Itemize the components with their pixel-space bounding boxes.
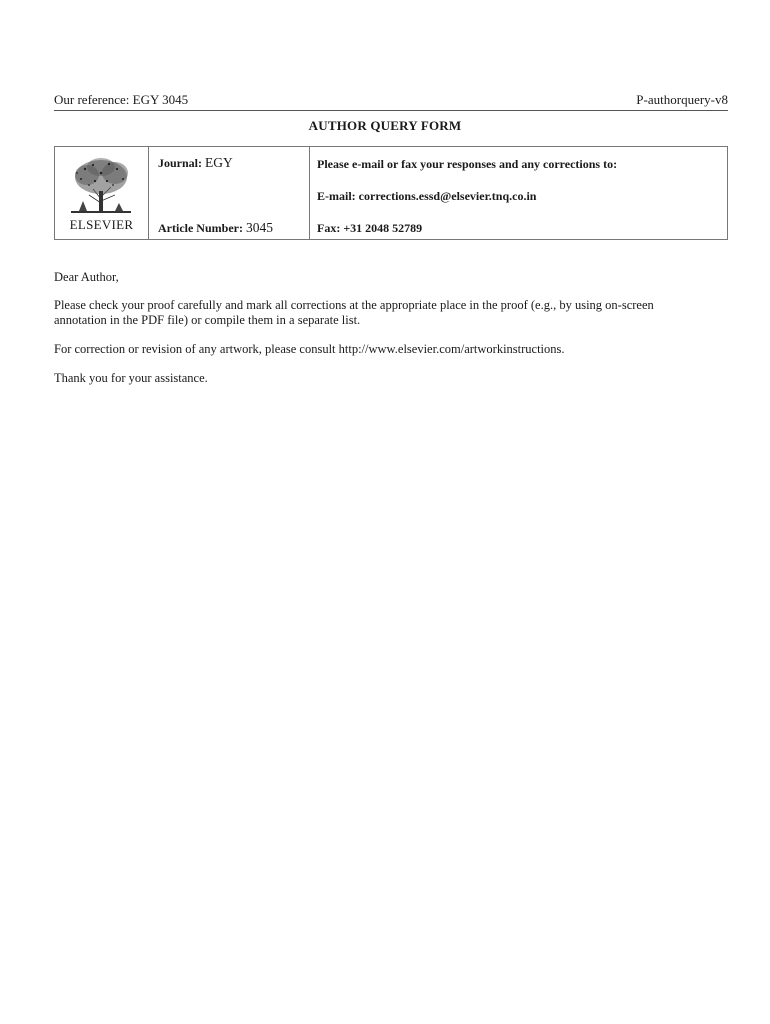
form-title: AUTHOR QUERY FORM: [308, 118, 462, 133]
closing-text: Thank you for your assistance.: [54, 371, 208, 385]
paragraph-2: For correction or revision of any artwork, please consult http://www.elsevier.com/artworkinstructions.: [54, 342, 565, 356]
article-line: [158, 220, 273, 236]
reference-text: Our reference: EGY 3045: [54, 92, 189, 107]
query-table: [54, 146, 728, 240]
journal-line: [158, 155, 233, 171]
elsevier-tree-icon: [65, 155, 137, 217]
header-line: [54, 92, 728, 111]
paragraph-1-line-1: Please check your proof carefully and mark all corrections at the appropriate place in the proof (e.g., by using on-screen: [54, 298, 654, 312]
elsevier-wordmark: ELSEVIER: [69, 217, 134, 232]
article-value: 3045: [245, 220, 273, 235]
contact-cell: [310, 147, 727, 239]
version-text: P-authorquery-v8: [636, 92, 728, 107]
contact-email: E-mail: corrections.essd@elsevier.tnq.co.in: [317, 189, 537, 203]
journal-label: Journal:: [158, 156, 203, 170]
article-label: Article Number:: [158, 221, 243, 235]
paragraph-1-line-2: annotation in the PDF file) or compile them in a separate list.: [54, 313, 361, 327]
journal-value: EGY: [205, 155, 233, 170]
logo-cell: [55, 147, 149, 239]
salutation: Dear Author,: [54, 270, 119, 284]
journal-cell: [149, 147, 310, 239]
contact-fax: Fax: +31 2048 52789: [317, 221, 423, 235]
contact-instruction: Please e-mail or fax your responses and any corrections to:: [317, 157, 618, 171]
